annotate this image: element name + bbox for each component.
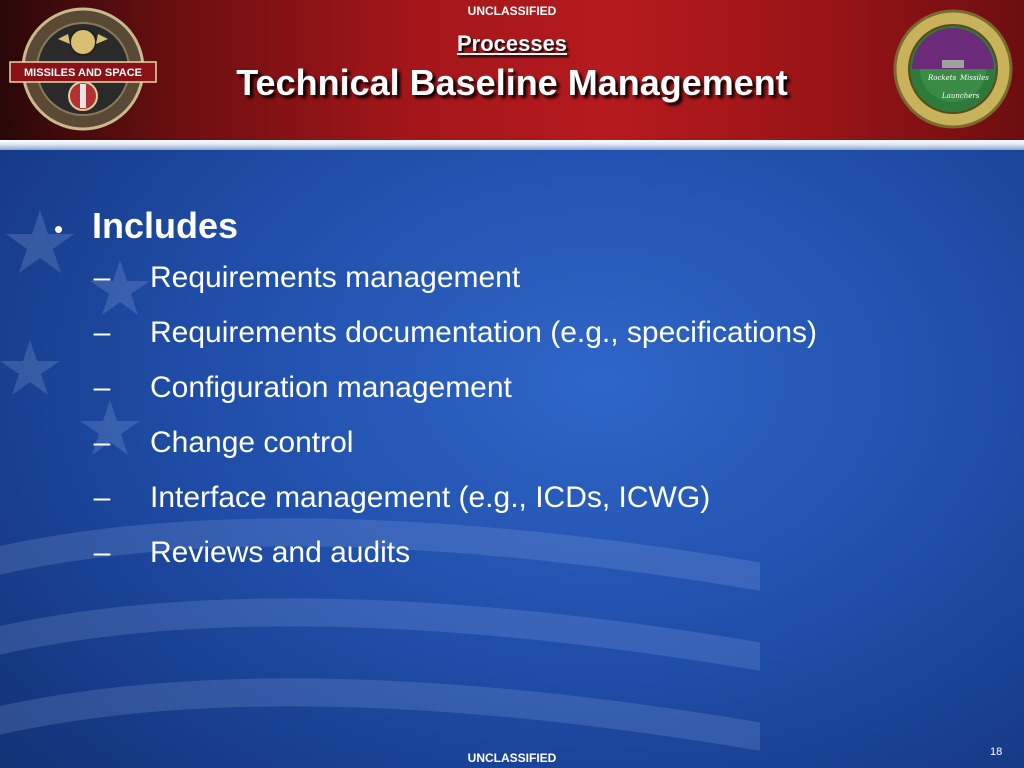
list-item <box>54 261 994 316</box>
header-divider <box>0 140 1024 150</box>
dash-icon: – <box>93 536 111 569</box>
svg-text:Rockets: Rockets <box>928 74 957 82</box>
list-item-text: Change control <box>150 426 354 459</box>
dash-icon: – <box>93 481 111 514</box>
bullet-includes <box>54 205 994 255</box>
list-item <box>54 481 994 536</box>
svg-text:MISSILES AND SPACE: MISSILES AND SPACE <box>24 67 142 79</box>
classification-bottom: UNCLASSIFIED <box>467 751 557 765</box>
dash-icon: – <box>93 261 111 294</box>
dash-icon: – <box>93 316 111 349</box>
slide-body <box>54 205 994 591</box>
bullet-heading: Includes <box>92 205 239 246</box>
slide-title: Technical Baseline Management <box>236 62 788 103</box>
dash-icon: – <box>93 426 111 459</box>
list-item <box>54 316 994 371</box>
classification-top: UNCLASSIFIED <box>467 4 557 18</box>
slide-subtitle: Processes <box>456 31 568 56</box>
list-item <box>54 371 994 426</box>
page-number: 18 <box>990 746 1003 758</box>
svg-text:Launchers: Launchers <box>942 92 980 100</box>
list-item <box>54 536 994 591</box>
list-item-text: Requirements management <box>150 261 521 294</box>
list-item <box>54 426 994 481</box>
list-item-text: Requirements documentation (e.g., specifications) <box>150 316 818 349</box>
list-item-text: Interface management (e.g., ICDs, ICWG) <box>150 481 711 514</box>
sub-bullet-list <box>54 261 994 591</box>
svg-text:Missiles: Missiles <box>960 74 989 82</box>
dash-icon: – <box>93 371 111 404</box>
list-item-text: Reviews and audits <box>150 536 411 569</box>
list-item-text: Configuration management <box>150 371 512 404</box>
bullet-icon: • <box>54 214 64 244</box>
